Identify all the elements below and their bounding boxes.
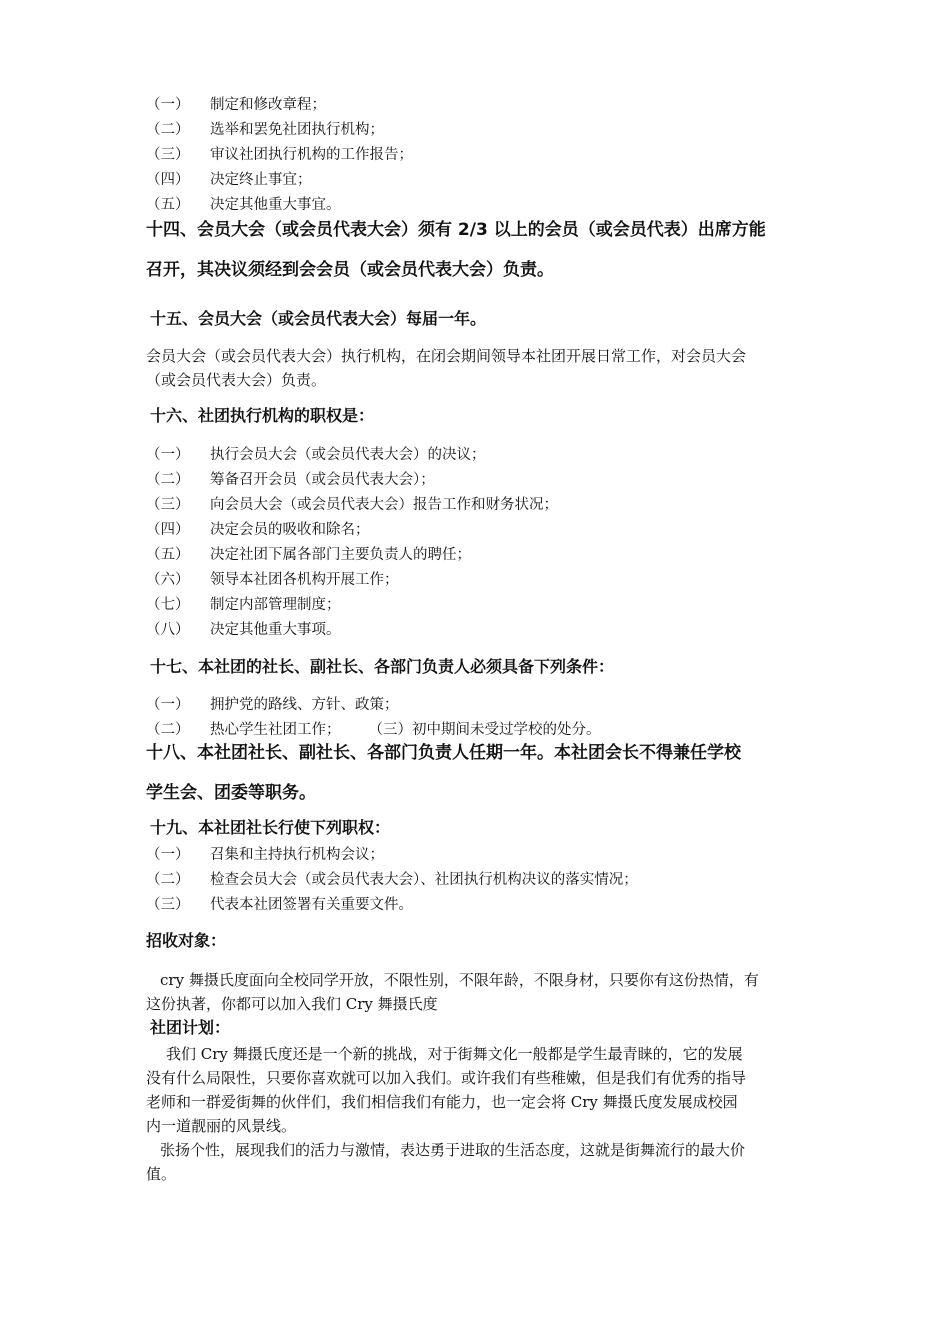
article-14-line-2: 召开，其决议须经到会会员（或会员代表大会）负责。 [146,260,554,280]
list-item [146,870,638,890]
list-item [146,570,399,590]
article-16-heading: 十六、社团执行机构的职权是： [150,406,375,425]
list-item [146,170,312,190]
list-item [146,145,413,165]
recruit-paragraph-line-1: cry 舞摄氏度面向全校同学开放，不限性别，不限年龄，不限身材，只要你有这份热情，有 [160,971,759,989]
list-item [146,95,326,115]
article-15-paragraph-line-2: （或会员代表大会）负责。 [146,371,327,389]
list-text: 执行会员大会（或会员代表大会）的决议； [210,447,486,463]
list-item [146,720,601,740]
plan-paragraph-line: 老师和一群爱街舞的伙伴们，我们相信我们有能力，也一定会将 Cry 舞摄氏度发展成校园 [146,1093,738,1111]
list-item [146,195,341,215]
list-number: （五） [146,197,190,213]
list-number: （六） [146,572,190,588]
list-item [146,545,471,565]
list-text: 拥护党的路线、方针、政策； [210,697,399,713]
list-number: （三） [146,897,190,913]
plan-paragraph-line: 内一道靓丽的风景线。 [146,1117,297,1135]
list-item [146,895,413,915]
list-item [146,495,558,515]
list-text: 代表本社团签署有关重要文件。 [210,897,413,913]
list-text: 向会员大会（或会员代表大会）报告工作和财务状况； [210,497,558,513]
list-item [146,470,435,490]
article-17-heading: 十七、本社团的社长、副社长、各部门负责人必须具备下列条件： [150,657,615,676]
list-text: 检查会员大会（或会员代表大会）、社团执行机构决议的落实情况； [210,872,638,888]
article-19-heading: 十九、本社团社长行使下列职权： [150,818,391,837]
plan-paragraph-line: 我们 Cry 舞摄氏度还是一个新的挑战，对于街舞文化一般都是学生最青睐的，它的发展 [166,1045,743,1063]
list-item [146,445,486,465]
list-text: 决定会员的吸收和除名； [210,522,370,538]
list-number: （一） [146,847,190,863]
list-number: （一） [146,697,190,713]
list-text: 热心学生社团工作； [210,722,341,738]
list-number: （三） [146,497,190,513]
list-item [146,695,399,715]
list-text: 决定其他重大事宜。 [210,197,341,213]
article-14-line-1: 十四、会员大会（或会员代表大会）须有 2/3 以上的会员（或会员代表）出席方能 [146,220,766,240]
list-text: 召集和主持执行机构会议； [210,847,384,863]
plan-heading: 社团计划： [150,1018,231,1037]
list-item [146,620,341,640]
list-text: 决定终止事宜； [210,172,312,188]
list-text: 选举和罢免社团执行机构； [210,122,384,138]
list-number: （二） [146,472,190,488]
list-number: （八） [146,622,190,638]
closing-paragraph-line-2: 值。 [146,1165,177,1183]
recruit-heading: 招收对象： [146,931,227,950]
list-number: （四） [146,172,190,188]
article-18-line-2: 学生会、团委等职务。 [146,783,316,803]
list-text: 筹备召开会员（或会员代表大会）； [210,472,435,488]
article-15-heading: 十五、会员大会（或会员代表大会）每届一年。 [150,309,487,328]
list-text: 制定和修改章程； [210,97,326,113]
list-item [146,520,370,540]
list-item [146,595,341,615]
list-number: （三） [146,147,190,163]
recruit-paragraph-line-2: 这份执著，你都可以加入我们 Cry 舞摄氏度 [146,995,438,1013]
list-number: （二） [146,122,190,138]
list-number: （五） [146,547,190,563]
list-text: 领导本社团各机构开展工作； [210,572,399,588]
list-text: 制定内部管理制度； [210,597,341,613]
list-number: （二） [146,722,190,738]
plan-paragraph-line: 没有什么局限性，只要你喜欢就可以加入我们。或许我们有些稚嫩，但是我们有优秀的指导 [146,1069,747,1087]
article-15-paragraph-line-1: 会员大会（或会员代表大会）执行机构，在闭会期间领导本社团开展日常工作，对会员大会 [146,347,747,365]
list-number: （四） [146,522,190,538]
list-text: 决定其他重大事项。 [210,622,341,638]
list-number: （一） [146,447,190,463]
list-text: （三）初中期间未受过学校的处分。 [368,722,601,738]
list-text: 决定社团下属各部门主要负责人的聘任； [210,547,471,563]
list-number: （二） [146,872,190,888]
article-18-line-1: 十八、本社团社长、副社长、各部门负责人任期一年。本社团会长不得兼任学校 [146,743,741,763]
list-text: 审议社团执行机构的工作报告； [210,147,413,163]
list-number: （一） [146,97,190,113]
list-item [146,845,384,865]
list-item [146,120,384,140]
list-number: （七） [146,597,190,613]
closing-paragraph-line-1: 张扬个性，展现我们的活力与激情，表达勇于进取的生活态度，这就是街舞流行的最大价 [160,1141,746,1159]
